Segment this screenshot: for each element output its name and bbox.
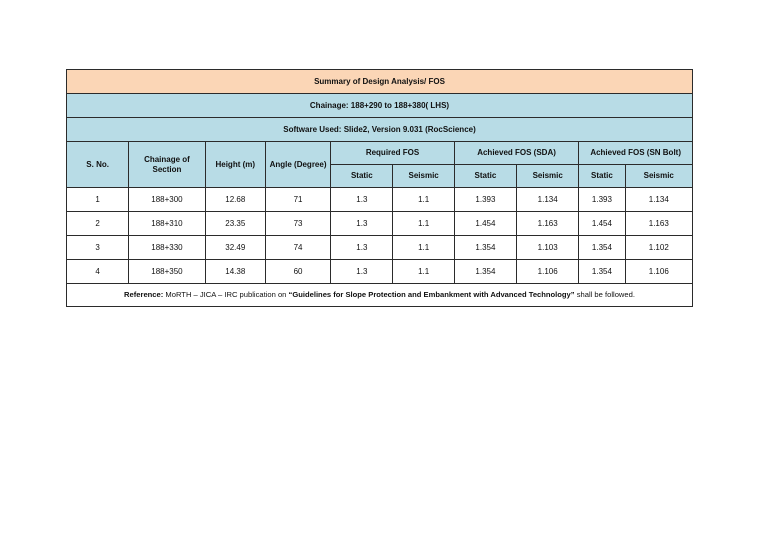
cell-chainage: 188+310: [129, 212, 205, 236]
title-row: [67, 70, 693, 94]
header-row-1: [67, 142, 693, 165]
reference-label: Reference:: [124, 290, 164, 299]
reference-text-before: MoRTH – JICA – IRC publication on: [163, 290, 289, 299]
table-row: [67, 188, 693, 212]
cell-chainage: 188+350: [129, 260, 205, 284]
header-sno: S. No.: [67, 142, 129, 188]
cell-chainage: 188+300: [129, 188, 205, 212]
cell-bolt-seismic: 1.163: [625, 212, 692, 236]
cell-required-static: 1.3: [331, 236, 393, 260]
cell-sda-seismic: 1.106: [517, 260, 579, 284]
header-angle: Angle (Degree): [265, 142, 330, 188]
cell-angle: 71: [265, 188, 330, 212]
header-achieved-fos-sda: Achieved FOS (SDA): [454, 142, 579, 165]
reference-text-after: shall be followed.: [574, 290, 635, 299]
header-height: Height (m): [205, 142, 265, 188]
cell-height: 32.49: [205, 236, 265, 260]
header-achieved-fos-sn-bolt: Achieved FOS (SN Bolt): [579, 142, 693, 165]
cell-bolt-static: 1.354: [579, 260, 625, 284]
cell-angle: 74: [265, 236, 330, 260]
header-chainage-of-section: Chainage of Section: [129, 142, 205, 188]
cell-bolt-static: 1.354: [579, 236, 625, 260]
header-required-static: Static: [331, 165, 393, 188]
header-bolt-seismic: Seismic: [625, 165, 692, 188]
cell-sda-static: 1.454: [454, 212, 516, 236]
cell-required-static: 1.3: [331, 260, 393, 284]
cell-required-seismic: 1.1: [393, 260, 454, 284]
cell-angle: 60: [265, 260, 330, 284]
table-row: [67, 212, 693, 236]
cell-required-static: 1.3: [331, 188, 393, 212]
table-title: Summary of Design Analysis/ FOS: [67, 70, 693, 94]
cell-chainage: 188+330: [129, 236, 205, 260]
software-row: [67, 118, 693, 142]
cell-height: 12.68: [205, 188, 265, 212]
cell-sno: 3: [67, 236, 129, 260]
cell-height: 14.38: [205, 260, 265, 284]
cell-bolt-seismic: 1.134: [625, 188, 692, 212]
header-sda-static: Static: [454, 165, 516, 188]
cell-bolt-static: 1.454: [579, 212, 625, 236]
header-bolt-static: Static: [579, 165, 625, 188]
cell-sno: 2: [67, 212, 129, 236]
table-row: [67, 236, 693, 260]
cell-sda-seismic: 1.103: [517, 236, 579, 260]
reference-row: [67, 284, 693, 307]
header-sda-seismic: Seismic: [517, 165, 579, 188]
cell-bolt-seismic: 1.106: [625, 260, 692, 284]
cell-required-static: 1.3: [331, 212, 393, 236]
header-required-fos: Required FOS: [331, 142, 455, 165]
cell-angle: 73: [265, 212, 330, 236]
fos-summary-table: [66, 69, 693, 307]
cell-sda-seismic: 1.134: [517, 188, 579, 212]
header-required-seismic: Seismic: [393, 165, 454, 188]
cell-sda-seismic: 1.163: [517, 212, 579, 236]
cell-bolt-static: 1.393: [579, 188, 625, 212]
reference-publication-title: “Guidelines for Slope Protection and Embankment with Advanced Technology”: [288, 290, 575, 299]
cell-sno: 1: [67, 188, 129, 212]
table-row: [67, 260, 693, 284]
cell-sda-static: 1.393: [454, 188, 516, 212]
reference-note: [67, 284, 693, 307]
chainage-range: Chainage: 188+290 to 188+380( LHS): [67, 94, 693, 118]
cell-required-seismic: 1.1: [393, 188, 454, 212]
software-used: Software Used: Slide2, Version 9.031 (RocScience): [67, 118, 693, 142]
cell-sda-static: 1.354: [454, 236, 516, 260]
cell-bolt-seismic: 1.102: [625, 236, 692, 260]
cell-sda-static: 1.354: [454, 260, 516, 284]
cell-sno: 4: [67, 260, 129, 284]
cell-required-seismic: 1.1: [393, 236, 454, 260]
cell-required-seismic: 1.1: [393, 212, 454, 236]
chainage-row: [67, 94, 693, 118]
cell-height: 23.35: [205, 212, 265, 236]
